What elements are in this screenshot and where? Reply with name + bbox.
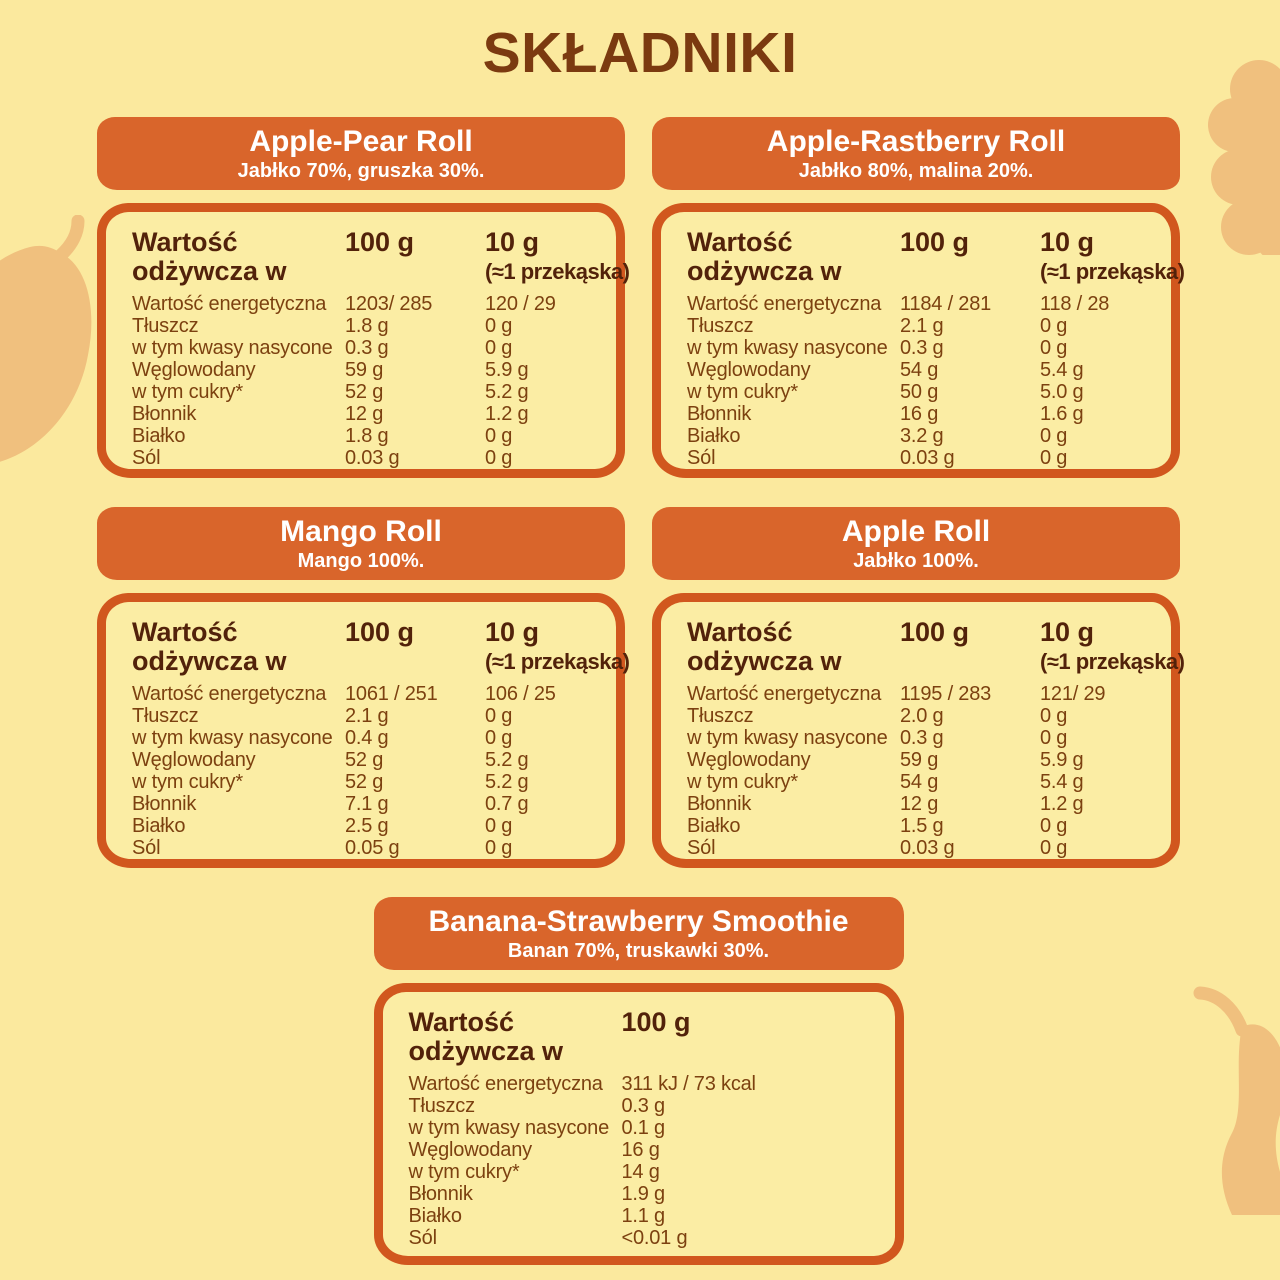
nutrient-label: Węglowodany bbox=[687, 359, 811, 381]
nutrition-row bbox=[687, 403, 1163, 425]
nutrient-value-10g: 0 g bbox=[485, 837, 513, 859]
nutrient-value-100g: 1.8 g bbox=[345, 315, 389, 337]
nutrient-label: Wartość energetyczna bbox=[687, 293, 882, 315]
nutrient-value-10g: 0 g bbox=[1040, 837, 1068, 859]
nutrient-value-100g: 1061 / 251 bbox=[345, 683, 438, 705]
nutrient-value-100g: 54 g bbox=[900, 771, 939, 793]
nutrient-label: Węglowodany bbox=[132, 749, 256, 771]
nutrient-label: w tym kwasy nasycone bbox=[132, 337, 333, 359]
nutrient-value-10g: 1.2 g bbox=[485, 403, 529, 425]
column-header-10g-note: (≈1 przekąska) bbox=[485, 259, 630, 284]
nutrition-row bbox=[132, 403, 608, 425]
nutrient-label: Białko bbox=[408, 1205, 462, 1227]
nutrition-row bbox=[687, 425, 1163, 447]
nutrition-row bbox=[132, 447, 608, 469]
nutrient-label: Tłuszcz bbox=[687, 705, 754, 727]
nutrition-panel bbox=[652, 593, 1185, 868]
nutrition-row bbox=[687, 359, 1163, 381]
nutrition-row bbox=[409, 1117, 887, 1139]
product-name: Mango Roll bbox=[280, 514, 442, 548]
nutrition-row bbox=[132, 749, 608, 771]
column-header-10g-value: 10 g bbox=[1040, 227, 1095, 257]
nutrient-value-100g: 1.1 g bbox=[621, 1205, 665, 1227]
nutrient-value-100g: 52 g bbox=[345, 749, 384, 771]
nutrition-row bbox=[132, 293, 608, 315]
nutrient-label: Białko bbox=[132, 815, 186, 837]
column-header-10g bbox=[1040, 618, 1185, 676]
nutrition-rows bbox=[132, 293, 608, 469]
product-banner bbox=[652, 507, 1180, 580]
nutrition-row bbox=[687, 293, 1163, 315]
nutrient-label: Błonnik bbox=[132, 793, 197, 815]
nutrient-label: w tym kwasy nasycone bbox=[687, 337, 888, 359]
nutrient-value-10g: 0 g bbox=[1040, 705, 1068, 727]
product-banner bbox=[652, 117, 1180, 190]
nutrient-value-100g: 1.5 g bbox=[900, 815, 944, 837]
nutrient-value-10g: 121/ 29 bbox=[1040, 683, 1106, 705]
nutrient-value-10g: 5.4 g bbox=[1040, 771, 1084, 793]
nutrient-label: Błonnik bbox=[687, 403, 752, 425]
nutrient-value-100g: 0.03 g bbox=[900, 837, 955, 859]
nutrient-label: Tłuszcz bbox=[408, 1095, 475, 1117]
nutrient-label: Białko bbox=[687, 425, 741, 447]
nutrient-value-10g: 5.2 g bbox=[485, 749, 529, 771]
nutrient-label: w tym cukry* bbox=[132, 771, 243, 793]
nutrient-value-100g: 12 g bbox=[900, 793, 939, 815]
nutrition-row bbox=[687, 337, 1163, 359]
product-banner bbox=[97, 507, 625, 580]
nutrient-value-10g: 0 g bbox=[1040, 727, 1068, 749]
nutrition-row bbox=[409, 1227, 887, 1249]
nutrient-label: Wartość energetyczna bbox=[687, 683, 882, 705]
nutrition-row bbox=[132, 315, 608, 337]
nutrient-label: Sól bbox=[132, 447, 161, 469]
nutrient-label: Białko bbox=[687, 815, 741, 837]
nutrient-value-100g: 50 g bbox=[900, 381, 939, 403]
nutrient-value-10g: 0 g bbox=[485, 727, 513, 749]
nutrition-header-label: Wartość odżywcza w bbox=[132, 617, 287, 676]
nutrient-label: w tym kwasy nasycone bbox=[687, 727, 888, 749]
nutrition-row bbox=[409, 1205, 887, 1227]
nutrition-row bbox=[687, 683, 1163, 705]
nutrient-value-10g: 0.7 g bbox=[485, 793, 529, 815]
nutrient-label: w tym kwasy nasycone bbox=[132, 727, 333, 749]
nutrient-label: Wartość energetyczna bbox=[132, 293, 327, 315]
product-card bbox=[652, 117, 1185, 478]
nutrient-value-100g: 52 g bbox=[345, 381, 384, 403]
column-header-10g-note: (≈1 przekąska) bbox=[1040, 259, 1185, 284]
nutrient-value-100g: 1.9 g bbox=[621, 1183, 665, 1205]
nutrient-value-100g: 2.0 g bbox=[900, 705, 944, 727]
nutrient-value-10g: 0 g bbox=[1040, 315, 1068, 337]
product-composition: Mango 100%. bbox=[297, 549, 425, 572]
nutrition-row bbox=[409, 1139, 887, 1161]
nutrition-table-header bbox=[409, 1008, 887, 1066]
nutrient-label: w tym cukry* bbox=[687, 381, 798, 403]
nutrient-label: Błonnik bbox=[132, 403, 197, 425]
nutrient-value-100g: 0.03 g bbox=[900, 447, 955, 469]
column-header-10g bbox=[485, 618, 630, 676]
nutrition-row bbox=[132, 771, 608, 793]
nutrient-value-100g: 59 g bbox=[900, 749, 939, 771]
nutrient-value-10g: 5.9 g bbox=[485, 359, 529, 381]
nutrient-value-100g: 0.3 g bbox=[900, 337, 944, 359]
nutrient-label: Sól bbox=[132, 837, 161, 859]
product-card bbox=[374, 897, 904, 1265]
page-title: SKŁADNIKI bbox=[482, 21, 798, 85]
nutrient-value-10g: 0 g bbox=[485, 425, 513, 447]
nutrition-row bbox=[132, 359, 608, 381]
nutrient-value-10g: 5.0 g bbox=[1040, 381, 1084, 403]
nutrition-header-label: Wartość odżywcza w bbox=[687, 227, 842, 286]
nutrition-header-label: Wartość odżywcza w bbox=[132, 227, 287, 286]
column-header-10g-value: 10 g bbox=[1040, 617, 1095, 647]
cards-grid bbox=[97, 117, 1185, 1265]
nutrient-value-10g: 118 / 28 bbox=[1040, 293, 1110, 315]
nutrient-value-100g: 1184 / 281 bbox=[900, 293, 992, 315]
nutrition-panel bbox=[652, 203, 1185, 478]
column-header-100g: 100 g bbox=[900, 227, 970, 257]
nutrition-row bbox=[687, 447, 1163, 469]
nutrient-value-100g: 2.5 g bbox=[345, 815, 389, 837]
nutrient-label: Błonnik bbox=[687, 793, 752, 815]
nutrition-row bbox=[409, 1073, 887, 1095]
nutrient-value-10g: 0 g bbox=[1040, 337, 1068, 359]
nutrient-value-100g: 1195 / 283 bbox=[900, 683, 992, 705]
nutrient-value-10g: 120 / 29 bbox=[485, 293, 556, 315]
column-header-10g bbox=[1040, 228, 1185, 286]
nutrient-value-10g: 0 g bbox=[485, 447, 513, 469]
nutrition-table-header bbox=[132, 227, 630, 286]
nutrient-value-100g: 0.1 g bbox=[621, 1117, 665, 1139]
nutrition-table-header bbox=[132, 617, 630, 676]
nutrient-label: w tym cukry* bbox=[408, 1161, 520, 1183]
nutrition-row bbox=[132, 837, 608, 859]
nutrient-value-10g: 5.9 g bbox=[1040, 749, 1084, 771]
nutrition-panel bbox=[97, 593, 630, 868]
nutrition-row bbox=[687, 837, 1163, 859]
nutrient-value-100g: 0.3 g bbox=[900, 727, 944, 749]
nutrition-row bbox=[132, 381, 608, 403]
nutrient-value-10g: 1.2 g bbox=[1040, 793, 1084, 815]
product-card bbox=[652, 507, 1185, 868]
nutrient-value-100g: <0.01 g bbox=[621, 1227, 688, 1249]
nutrient-value-100g: 1.8 g bbox=[345, 425, 389, 447]
nutrition-header-label: Wartość odżywcza w bbox=[408, 1007, 564, 1066]
column-header-10g-value: 10 g bbox=[485, 617, 540, 647]
nutrition-row bbox=[409, 1183, 887, 1205]
nutrition-row bbox=[687, 793, 1163, 815]
nutrient-value-10g: 0 g bbox=[1040, 447, 1068, 469]
nutrition-rows bbox=[687, 293, 1163, 469]
nutrient-label: w tym cukry* bbox=[687, 771, 798, 793]
nutrient-value-100g: 3.2 g bbox=[900, 425, 944, 447]
nutrition-rows bbox=[687, 683, 1163, 859]
nutrition-row bbox=[687, 727, 1163, 749]
nutrition-row bbox=[409, 1161, 887, 1183]
column-header-10g-note: (≈1 przekąska) bbox=[1040, 649, 1185, 674]
nutrient-value-10g: 0 g bbox=[485, 705, 513, 727]
nutrient-value-100g: 0.03 g bbox=[345, 447, 400, 469]
nutrient-value-100g: 0.4 g bbox=[345, 727, 389, 749]
product-banner bbox=[374, 897, 904, 970]
nutrient-value-100g: 0.3 g bbox=[621, 1095, 665, 1117]
nutrition-row bbox=[687, 815, 1163, 837]
product-name: Apple Roll bbox=[841, 514, 991, 548]
column-header-100g: 100 g bbox=[345, 227, 415, 257]
nutrient-value-100g: 0.05 g bbox=[345, 837, 400, 859]
nutrient-label: Wartość energetyczna bbox=[132, 683, 327, 705]
nutrition-row bbox=[409, 1095, 887, 1117]
nutrient-label: Węglowodany bbox=[408, 1139, 532, 1161]
nutrient-label: Tłuszcz bbox=[132, 705, 199, 727]
product-composition: Jabłko 70%, gruszka 30%. bbox=[237, 159, 485, 182]
product-composition: Jabłko 80%, malina 20%. bbox=[798, 159, 1034, 182]
nutrition-row bbox=[132, 425, 608, 447]
nutrient-value-10g: 106 / 25 bbox=[485, 683, 556, 705]
nutrient-label: w tym kwasy nasycone bbox=[408, 1117, 610, 1139]
nutrition-row bbox=[132, 683, 608, 705]
nutrient-value-10g: 0 g bbox=[1040, 425, 1068, 447]
mango-decoration-icon bbox=[0, 215, 100, 471]
nutrient-label: Sól bbox=[408, 1227, 437, 1249]
nutrition-row bbox=[687, 749, 1163, 771]
nutrition-table-header bbox=[687, 227, 1185, 286]
column-header-10g-note: (≈1 przekąska) bbox=[485, 649, 630, 674]
column-header-100g: 100 g bbox=[621, 1007, 691, 1037]
nutrient-value-100g: 12 g bbox=[345, 403, 384, 425]
nutrient-label: Błonnik bbox=[408, 1183, 473, 1205]
pear-decoration-icon bbox=[1190, 975, 1280, 1215]
product-name: Apple-Rastberry Roll bbox=[766, 124, 1066, 158]
nutrient-value-100g: 14 g bbox=[621, 1161, 660, 1183]
nutrition-row bbox=[132, 705, 608, 727]
nutrition-panel bbox=[374, 983, 904, 1265]
nutrient-value-100g: 0.3 g bbox=[345, 337, 389, 359]
nutrient-value-10g: 5.4 g bbox=[1040, 359, 1084, 381]
product-banner bbox=[97, 117, 625, 190]
product-name: Banana-Strawberry Smoothie bbox=[428, 904, 849, 938]
nutrient-label: Białko bbox=[132, 425, 186, 447]
nutrient-label: Wartość energetyczna bbox=[408, 1073, 603, 1095]
product-composition: Jabłko 100%. bbox=[853, 549, 979, 572]
product-card bbox=[97, 507, 630, 868]
nutrition-rows bbox=[409, 1073, 887, 1249]
nutrient-value-100g: 7.1 g bbox=[345, 793, 389, 815]
nutrient-label: Węglowodany bbox=[687, 749, 811, 771]
product-card bbox=[97, 117, 630, 478]
nutrient-value-100g: 54 g bbox=[900, 359, 939, 381]
nutrient-value-100g: 59 g bbox=[345, 359, 384, 381]
nutrient-label: Tłuszcz bbox=[132, 315, 199, 337]
nutrient-value-100g: 16 g bbox=[900, 403, 939, 425]
nutrition-table-header bbox=[687, 617, 1185, 676]
nutrient-value-10g: 1.6 g bbox=[1040, 403, 1084, 425]
nutrient-value-100g: 16 g bbox=[621, 1139, 660, 1161]
nutrient-value-10g: 5.2 g bbox=[485, 381, 529, 403]
nutrient-value-10g: 0 g bbox=[1040, 815, 1068, 837]
nutrient-label: Tłuszcz bbox=[687, 315, 754, 337]
column-header-100g: 100 g bbox=[900, 617, 970, 647]
nutrient-label: Sól bbox=[687, 447, 716, 469]
nutrient-value-100g: 1203/ 285 bbox=[345, 293, 433, 315]
nutrient-value-100g: 311 kJ / 73 kcal bbox=[621, 1073, 756, 1095]
nutrient-label: Węglowodany bbox=[132, 359, 256, 381]
nutrition-row bbox=[687, 381, 1163, 403]
nutrient-value-100g: 2.1 g bbox=[345, 705, 389, 727]
nutrient-value-10g: 0 g bbox=[485, 315, 513, 337]
nutrient-value-10g: 5.2 g bbox=[485, 771, 529, 793]
column-header-10g-value: 10 g bbox=[485, 227, 540, 257]
nutrient-value-10g: 0 g bbox=[485, 815, 513, 837]
nutrient-value-10g: 0 g bbox=[485, 337, 513, 359]
nutrition-panel bbox=[97, 203, 630, 478]
nutrition-rows bbox=[132, 683, 608, 859]
column-header-10g bbox=[485, 228, 630, 286]
column-header-100g: 100 g bbox=[345, 617, 415, 647]
nutrition-row bbox=[687, 315, 1163, 337]
product-composition: Banan 70%, truskawki 30%. bbox=[507, 939, 770, 962]
nutrient-label: w tym cukry* bbox=[132, 381, 243, 403]
nutrition-row bbox=[132, 815, 608, 837]
nutrient-label: Sól bbox=[687, 837, 716, 859]
nutrition-row bbox=[132, 793, 608, 815]
nutrition-header-label: Wartość odżywcza w bbox=[687, 617, 842, 676]
nutrition-row bbox=[687, 705, 1163, 727]
nutrition-row bbox=[132, 337, 608, 359]
product-name: Apple-Pear Roll bbox=[249, 124, 473, 158]
nutrition-row bbox=[687, 771, 1163, 793]
nutrient-value-100g: 52 g bbox=[345, 771, 384, 793]
nutrition-row bbox=[132, 727, 608, 749]
nutrient-value-100g: 2.1 g bbox=[900, 315, 944, 337]
